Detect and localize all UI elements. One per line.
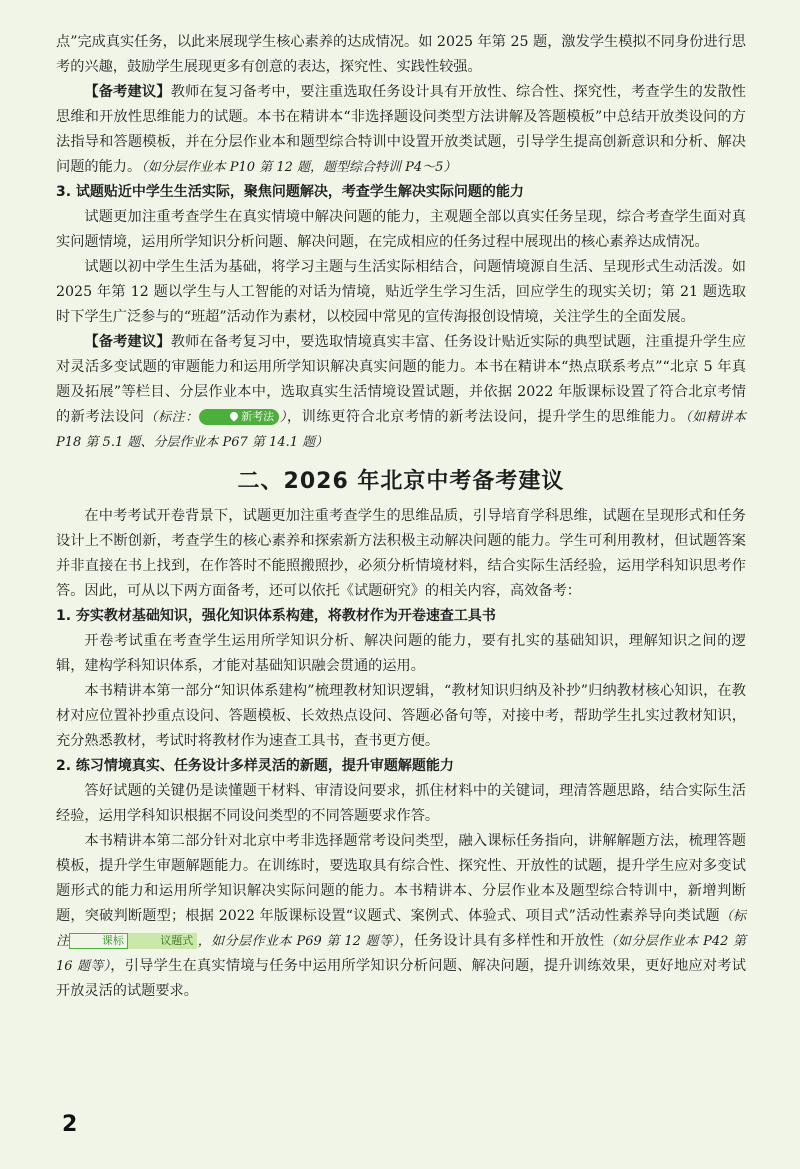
curriculum-tag: 课标 xyxy=(69,933,127,949)
exam-tip-2 xyxy=(56,330,746,455)
paragraph-question-types xyxy=(56,829,746,1004)
exam-tip-2-note-close: ） xyxy=(279,410,287,425)
location-pin-icon xyxy=(229,410,240,421)
paragraph-intro-continued: 点”完成真实任务，以此来展现学生核心素养的达成情况。如 2025 年第 25 题，激发学生模拟不同身份进行思考的兴趣，鼓励学生展现更多有创意的表达，探究性、实践性较强。 xyxy=(56,34,746,75)
heading-point-3: 3. 试题贴近中学生生活实际，聚焦问题解决，考查学生解决实际问题的能力 xyxy=(56,184,524,200)
page-number: 2 xyxy=(62,1112,78,1137)
annotation-note-example-2: （如分层作业本 P42 第 16 题等） xyxy=(56,934,746,974)
exam-tip-1-text: 教师在复习备考中，要注重选取任务设计具有开放性、综合性、探究性，考查学生的发散性思维和开放性思维能力的试题。本书在精讲本“非选择题设问类型方法讲解及答题模板”中总结开放类设问的方法指导和答题模板，并在分层作业本和题型综合特训中设置开放类试题，引导学生提高创新意识和分析、解决问题的能力。 xyxy=(56,84,746,175)
annotation-note-example: ，如分层作业本 P69 第 12 题等） xyxy=(197,934,400,949)
paragraph-knowledge-system: 本书精讲本第一部分“知识体系建构”梳理教材知识逻辑，“教材知识归纳及补抄”归纳教材核心知识，在教材对应位置补抄重点设问、答题模板、长效热点设问、答题必备句等，对接中考，帮助学生扎实过教材知识，充分熟悉教材，考试时将教材作为速查工具书，查书更方便。 xyxy=(56,683,746,749)
annotation-note-open: （标注 xyxy=(56,909,746,949)
paragraph-real-tasks: 试题更加注重考查学生在真实情境中解决问题的能力，主观题全部以真实任务呈现，综合考查学生面对真实问题情境，运用所学知识分析问题、解决问题，在完成相应的任务过程中展现出的核心素养达成情况。 xyxy=(56,209,746,250)
exam-tip-1 xyxy=(56,80,746,180)
topic-style-tag: 议题式 xyxy=(128,933,197,949)
document-body xyxy=(56,30,746,1004)
exam-tip-1-note: （如分层作业本 P10 第 12 题，题型综合特训 P4～5） xyxy=(141,160,457,175)
paragraph-basic-knowledge: 开卷考试重在考查学生运用所学知识分析、解决问题的能力，要有扎实的基础知识，理解知识之间的逻辑，建构学科知识体系，才能对基础知识融会贯通的运用。 xyxy=(56,633,746,674)
new-method-tag-label: 新考法 xyxy=(241,410,275,423)
paragraph-key-to-answers: 答好试题的关键仍是读懂题干材料、审清设问要求，抓住材料中的关键词，理清答题思路，结合实际生活经验，运用学科知识根据不同设问类型的不同答题要求作答。 xyxy=(56,783,746,824)
paragraph-life-context: 试题以初中学生生活为基础，将学习主题与生活实际相结合，问题情境源自生活、呈现形式生动活泼。如 2025 年第 12 题以学生与人工智能的对话为情境，贴近学生学习生活，回应学生的现实关切；第 21 题选取时下学生广泛参与的“班超”活动作为素材，以校园中常见的宣传海报创设情境，关注学生的全面发展。 xyxy=(56,259,746,325)
exam-tip-2-text-b: ，训练更符合北京考情的新考法设问，提升学生的思维能力。 xyxy=(286,409,686,425)
exam-tip-label: 【备考建议】 xyxy=(84,334,171,350)
paragraph-question-types-text-b: ，任务设计具有多样性和开放性 xyxy=(399,933,605,949)
exam-tip-2-note: （如精讲本 P18 第 5.1 题、分层作业本 P67 第 14.1 题） xyxy=(56,410,746,450)
paragraph-open-book: 在中考考试开卷背景下，试题更加注重考查学生的思维品质，引导培育学科思维，试题在呈现形式和任务设计上不断创新，考查学生的核心素养和探索新方法积极主动解决问题的能力。学生可利用教材，但试题答案并非直接在书上找到，在作答时不能照搬照抄，必须分析情境材料，结合实际生活经验，运用学科知识思考作答。因此，可从以下两方面备考，还可以依托《试题研究》的相关内容，高效备考： xyxy=(56,508,746,599)
heading-point-1: 1. 夯实教材基础知识，强化知识体系构建，将教材作为开卷速查工具书 xyxy=(56,608,496,624)
paragraph-question-types-text-c: ，引导学生在真实情境与任务中运用所学知识分析问题、解决问题，提升训练效果，更好地应对考试开放灵活的试题要求。 xyxy=(56,958,746,999)
exam-tip-2-text-a: 教师在备考复习中，要选取情境真实丰富、任务设计贴近实际的典型试题，注重提升学生应对灵活多变试题的审题能力和运用所学知识解决真实问题的能力。本书在精讲本“热点联系考点”“北京 5 年真题及拓展”等栏目、分层作业本中，选取真实生活情境设置试题，并依据 2022 年版课标设置了符合北京考情的新考法设问 xyxy=(56,334,746,425)
exam-tip-2-note-open: （标注： xyxy=(144,410,199,425)
section-title: 二、2026 年北京中考备考建议 xyxy=(237,469,565,494)
exam-tip-label: 【备考建议】 xyxy=(84,84,171,100)
paragraph-question-types-text-a: 本书精讲本第二部分针对北京中考非选择题常考设问类型，融入课标任务指向，讲解解题方法，梳理答题模板，提升学生审题解题能力。在训练时，要选取具有综合性、探究性、开放性的试题，提升学生应对多变试题形式的能力和运用所学知识解决实际问题的能力。本书精讲本、分层作业本及题型综合特训中，新增判断题，突破判断题型；根据 2022 年版课标设置“议题式、案例式、体验式、项目式”活动性素养导向类试题 xyxy=(56,833,746,924)
new-method-tag xyxy=(199,409,279,425)
heading-point-2: 2. 练习情境真实、任务设计多样灵活的新题，提升审题解题能力 xyxy=(56,758,454,774)
